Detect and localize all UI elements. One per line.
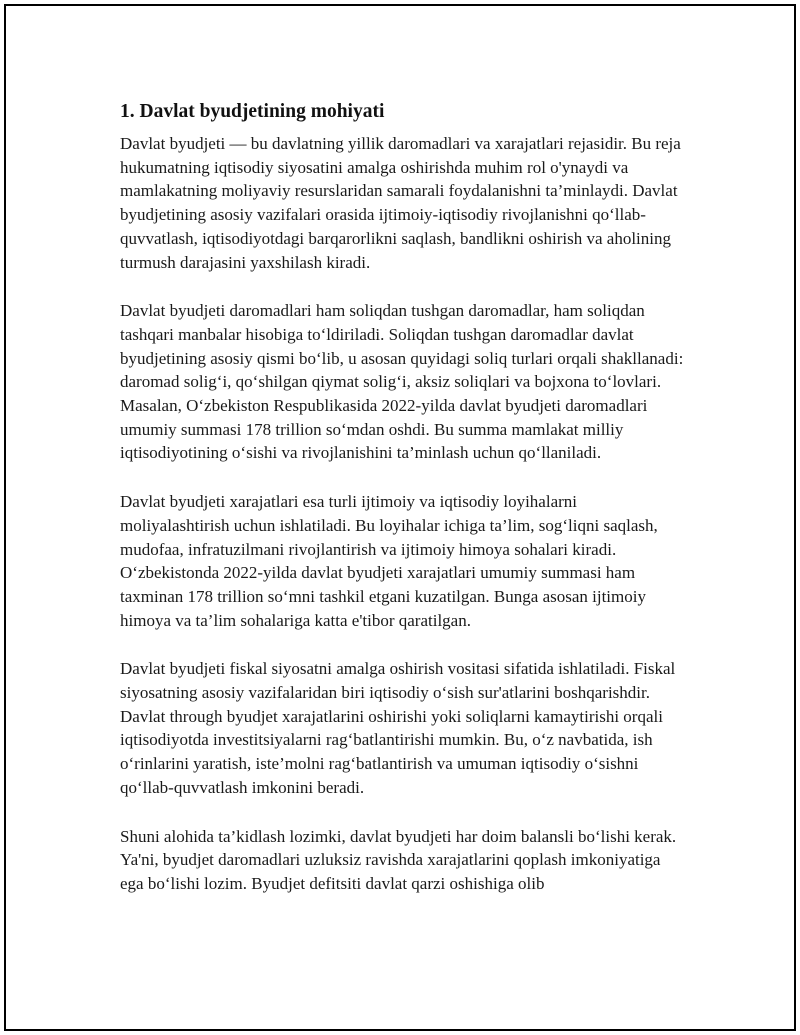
document-page xyxy=(4,4,796,1031)
paragraph-1: Davlat byudjeti — bu davlatning yillik daromadlari va xarajatlari rejasidir. Bu reja hukumatning iqtisodiy siyosatini amalga oshirishda muhim rol o'ynaydi va mamlakatning moliyaviy resurslaridan samarali foydalanishni ta’minlaydi. Davlat byudjetining asosiy vazifalari orasida ijtimoiy-iqtisodiy rivojlanishni qo‘llab-quvvatlash, iqtisodiyotdagi barqarorlikni saqlash, bandlikni oshirish va aholining turmush darajasini yaxshilash kiradi. xyxy=(120,134,681,272)
paragraph-2: Davlat byudjeti daromadlari ham soliqdan tushgan daromadlar, ham soliqdan tashqari manbalar hisobiga to‘ldiriladi. Soliqdan tushgan daromadlar davlat byudjetining asosiy qismi bo‘lib, u asosan quyidagi soliq turlari orqali shakllanadi: daromad solig‘i, qo‘shilgan qiymat solig‘i, aksiz soliqlari va bojxona to‘lovlari. Masalan, O‘zbekiston Respublikasida 2022-yilda davlat byudjeti daromadlari umumiy summasi 178 trillion so‘mdan oshdi. Bu summa mamlakat milliy iqtisodiyotining o‘sishi va rivojlanishini ta’minlash uchun qo‘llaniladi. xyxy=(120,301,684,463)
paragraph-4: Davlat byudjeti fiskal siyosatni amalga oshirish vositasi sifatida ishlatiladi. Fiskal siyosatning asosiy vazifalaridan biri iqtisodiy o‘sish sur'atlarini boshqarishdir. Davlat through byudjet xarajatlarini oshirishi yoki soliqlarni kamaytirishi orqali iqtisodiyotda investitsiyalarni rag‘batlantirishi mumkin. Bu, o‘z navbatida, ish o‘rinlarini yaratish, iste’molni rag‘batlantirish va umuman iqtisodiy o‘sishni qo‘llab-quvvatlash imkonini beradi. xyxy=(120,659,676,797)
document-body xyxy=(120,98,686,921)
paragraph-3: Davlat byudjeti xarajatlari esa turli ijtimoiy va iqtisodiy loyihalarni moliyalashtirish uchun ishlatiladi. Bu loyihalar ichiga ta’lim, sog‘liqni saqlash, mudofaa, infratuzilmani rivojlantirish va ijtimoiy himoya sohalari kiradi. O‘zbekistonda 2022-yilda davlat byudjeti xarajatlari umumiy summasi ham taxminan 178 trillion so‘mni tashkil etgani kuzatilgan. Bunga asosan ijtimoiy himoya va ta’lim sohalariga katta e'tibor qaratilgan. xyxy=(120,492,658,630)
paragraph-5: Shuni alohida ta’kidlash lozimki, davlat byudjeti har doim balansli bo‘lishi kerak. Ya'ni, byudjet daromadlari uzluksiz ravishda xarajatlarini qoplash imkoniyatiga ega bo‘lishi lozim. Byudjet defitsiti davlat qarzi oshishiga olib xyxy=(120,826,677,893)
section-heading: 1. Davlat byudjetining mohiyati xyxy=(120,101,385,122)
